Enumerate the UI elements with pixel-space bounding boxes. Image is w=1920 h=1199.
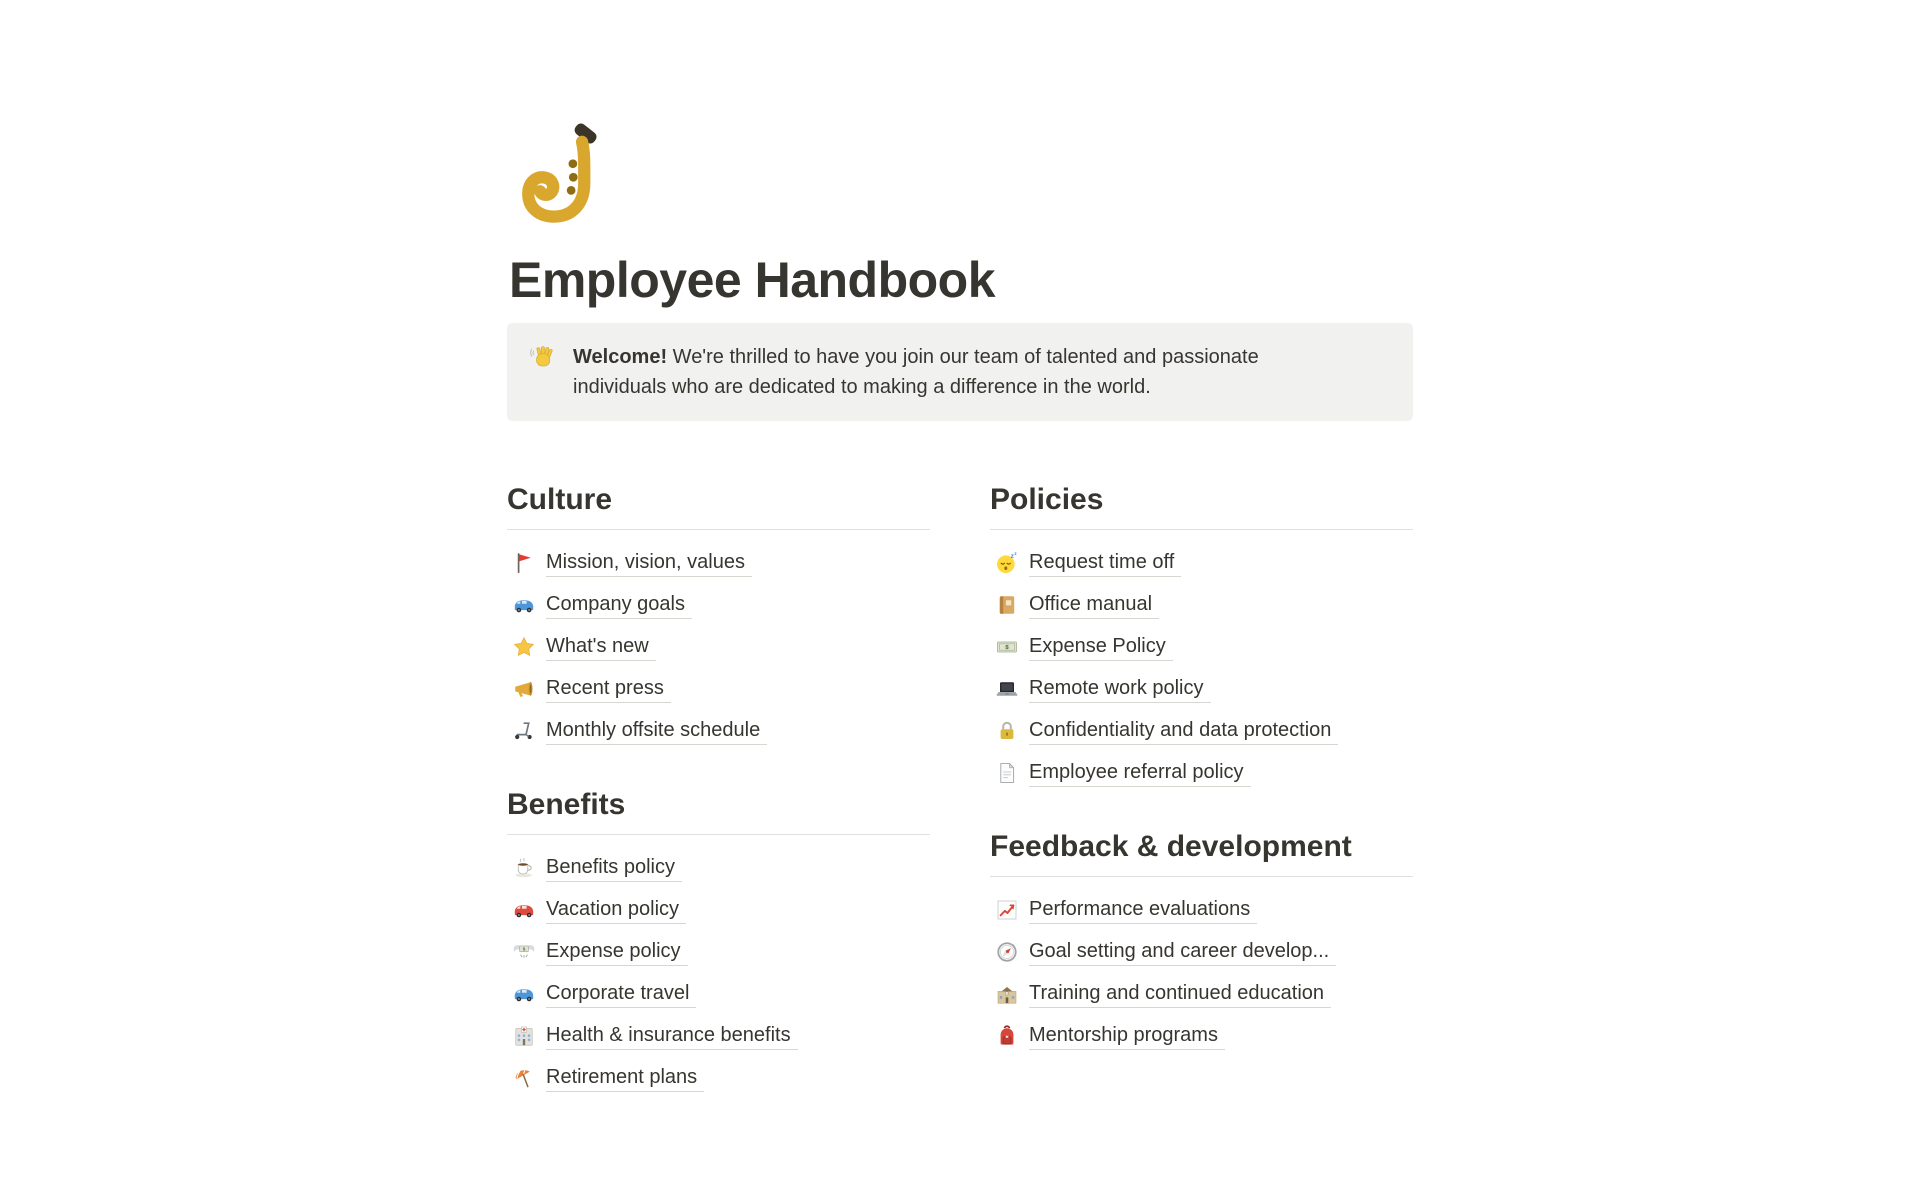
red-car-icon — [511, 898, 537, 922]
link-label[interactable]: Confidentiality and data protection — [1029, 717, 1338, 745]
link-label[interactable]: Training and continued education — [1029, 980, 1331, 1008]
link-employee-referral-policy[interactable] — [990, 752, 1413, 794]
section-title-policies: Policies — [990, 483, 1413, 530]
link-company-goals[interactable] — [507, 584, 930, 626]
link-label[interactable]: Employee referral policy — [1029, 759, 1251, 787]
link-performance-evaluations[interactable] — [990, 889, 1413, 931]
dollar-banknote-icon — [994, 635, 1020, 659]
benefits-links — [507, 847, 930, 1099]
link-label[interactable]: Retirement plans — [546, 1064, 704, 1092]
section-feedback-development — [990, 830, 1413, 1057]
link-request-time-off[interactable] — [990, 542, 1413, 584]
link-label[interactable]: Goal setting and career develop... — [1029, 938, 1336, 966]
culture-links — [507, 542, 930, 752]
money-with-wings-icon — [511, 940, 537, 964]
laptop-icon — [994, 677, 1020, 701]
link-training-continued-education[interactable] — [990, 973, 1413, 1015]
link-label[interactable]: Expense policy — [546, 938, 688, 966]
link-label[interactable]: Vacation policy — [546, 896, 686, 924]
compass-icon — [994, 940, 1020, 964]
link-mentorship-programs[interactable] — [990, 1015, 1413, 1057]
svg-text:$: $ — [1005, 644, 1009, 651]
section-benefits — [507, 788, 930, 1099]
svg-text:z: z — [1010, 553, 1014, 561]
section-policies — [990, 483, 1413, 794]
link-label[interactable]: Request time off — [1029, 549, 1181, 577]
beach-umbrella-icon — [511, 1066, 537, 1090]
link-expense-policy-policies[interactable] — [990, 626, 1413, 668]
link-label[interactable]: Monthly offsite schedule — [546, 717, 767, 745]
page-icon — [994, 761, 1020, 785]
feedback-links — [990, 889, 1413, 1057]
notion-page — [507, 0, 1413, 1099]
notebook-icon — [994, 593, 1020, 617]
lock-icon — [994, 719, 1020, 743]
link-label[interactable]: Benefits policy — [546, 854, 682, 882]
link-label[interactable]: Remote work policy — [1029, 675, 1211, 703]
policies-links — [990, 542, 1413, 794]
callout-line2: individuals who are dedicated to making a difference in the world. — [573, 376, 1151, 398]
sleeping-face-icon — [994, 551, 1020, 575]
link-monthly-offsite-schedule[interactable] — [507, 710, 930, 752]
link-mission-vision-values[interactable] — [507, 542, 930, 584]
left-column — [507, 483, 930, 1099]
blue-car-icon — [511, 982, 537, 1006]
link-recent-press[interactable] — [507, 668, 930, 710]
link-label[interactable]: Corporate travel — [546, 980, 696, 1008]
link-health-insurance-benefits[interactable] — [507, 1015, 930, 1057]
megaphone-icon — [511, 677, 537, 701]
callout-lead: Welcome! — [573, 346, 668, 368]
link-label[interactable]: What's new — [546, 633, 656, 661]
coffee-icon — [511, 856, 537, 880]
link-confidentiality-data-protection[interactable] — [990, 710, 1413, 752]
svg-text:$: $ — [522, 946, 526, 952]
section-title-benefits: Benefits — [507, 788, 930, 835]
svg-text:z: z — [1014, 551, 1017, 557]
backpack-icon — [994, 1024, 1020, 1048]
link-benefits-policy[interactable] — [507, 847, 930, 889]
page-title: Employee Handbook — [509, 252, 996, 308]
section-title-feedback-development: Feedback & development — [990, 830, 1413, 877]
saxophone-icon[interactable] — [509, 123, 614, 235]
link-label[interactable]: Health & insurance benefits — [546, 1022, 798, 1050]
link-label[interactable]: Mentorship programs — [1029, 1022, 1225, 1050]
link-label[interactable]: Recent press — [546, 675, 671, 703]
link-label[interactable]: Mission, vision, values — [546, 549, 752, 577]
welcome-callout — [507, 323, 1413, 421]
link-whats-new[interactable] — [507, 626, 930, 668]
link-remote-work-policy[interactable] — [990, 668, 1413, 710]
link-vacation-policy[interactable] — [507, 889, 930, 931]
link-retirement-plans[interactable] — [507, 1057, 930, 1099]
link-office-manual[interactable] — [990, 584, 1413, 626]
link-label[interactable]: Performance evaluations — [1029, 896, 1257, 924]
hospital-icon — [511, 1024, 537, 1048]
two-column-layout — [507, 483, 1413, 1099]
callout-line1: We're thrilled to have you join our team of talented and passionate — [672, 346, 1259, 368]
blue-car-icon — [511, 593, 537, 617]
chart-increasing-icon — [994, 898, 1020, 922]
triangular-flag-icon — [511, 551, 537, 575]
link-label[interactable]: Company goals — [546, 591, 692, 619]
section-culture — [507, 483, 930, 752]
school-icon — [994, 982, 1020, 1006]
link-label[interactable]: Office manual — [1029, 591, 1159, 619]
waving-hand-icon — [527, 342, 557, 402]
link-label[interactable]: Expense Policy — [1029, 633, 1173, 661]
callout-text — [573, 342, 1259, 402]
link-expense-policy[interactable] — [507, 931, 930, 973]
link-goal-setting-career-development[interactable] — [990, 931, 1413, 973]
kick-scooter-icon — [511, 719, 537, 743]
section-title-culture: Culture — [507, 483, 930, 530]
link-corporate-travel[interactable] — [507, 973, 930, 1015]
star-icon — [511, 635, 537, 659]
right-column — [990, 483, 1413, 1099]
